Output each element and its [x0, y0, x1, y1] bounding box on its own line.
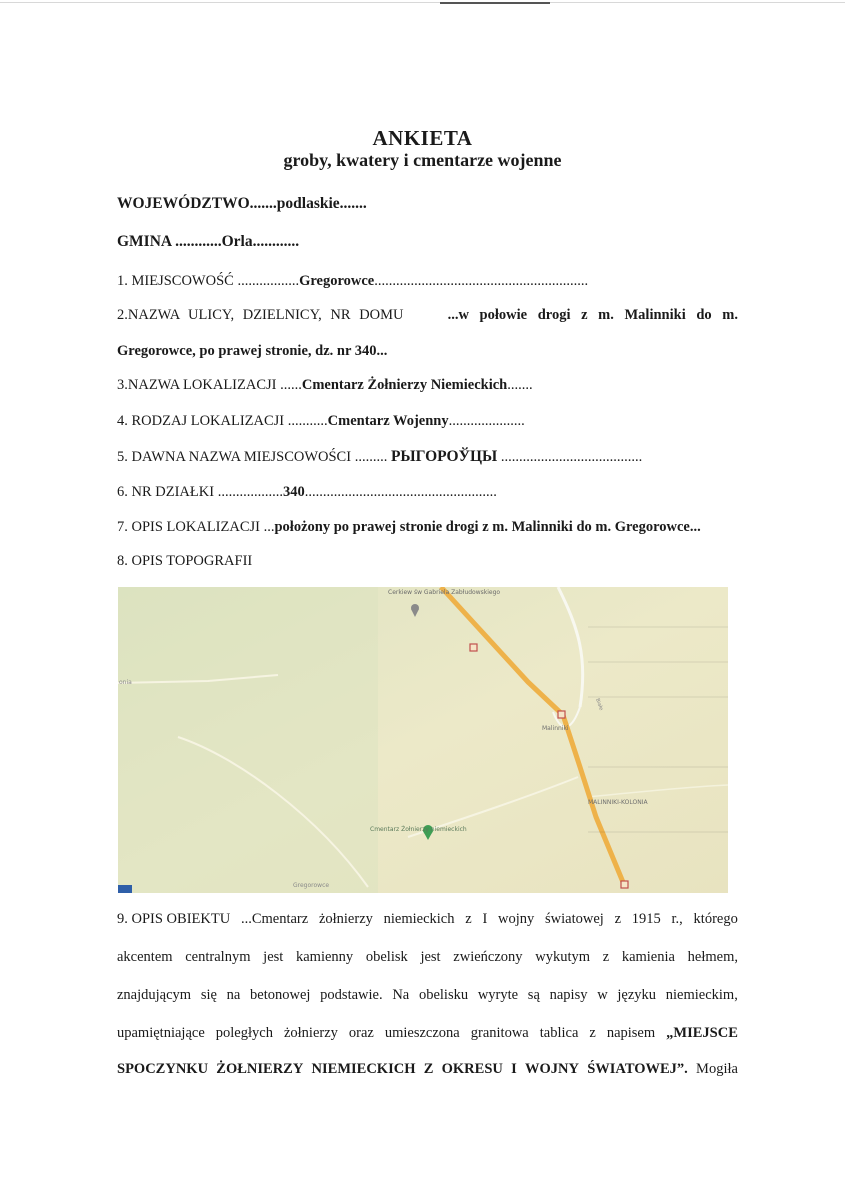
paragraph-word: WOJNY: [525, 1061, 579, 1077]
paragraph-word: kamienia: [621, 949, 675, 965]
paragraph-word: w: [597, 987, 608, 1003]
paragraph-word: żołnierzy: [283, 1025, 338, 1041]
field-value: 340: [282, 484, 305, 500]
paragraph-word: niemieckich: [383, 911, 455, 927]
paragraph-word: niemieckim,: [665, 987, 738, 1003]
document-title: ANKIETA: [372, 126, 473, 150]
paragraph-word: obelisk: [365, 949, 408, 965]
paragraph-word: kamienny: [296, 949, 354, 965]
opis-obiektu-line-3: [117, 987, 738, 1004]
map-corner-mark: [118, 885, 132, 893]
field-label: 4. RODZAJ LOKALIZACJI: [117, 413, 285, 429]
dots: .....................: [448, 413, 525, 429]
paragraph-word: hełmem,: [687, 949, 738, 965]
map-label-gregorowce: Gregorowce: [293, 882, 330, 889]
paragraph-word: tablica: [539, 1025, 579, 1041]
field-label: 7. OPIS LOKALIZACJI: [117, 519, 260, 535]
line2-words: [117, 949, 738, 966]
paragraph-word: Z: [423, 1061, 434, 1077]
paragraph-word: obelisku: [418, 987, 469, 1003]
line3-words: [117, 987, 738, 1004]
field-miejscowosc: [117, 273, 588, 290]
opis-obiektu-line-1: [117, 911, 738, 928]
field-value: Cmentarz Wojenny: [327, 413, 449, 429]
paragraph-word: ŚWIATOWEJ”.: [587, 1061, 688, 1077]
field-value: podlaskie: [276, 195, 340, 212]
opis-obiektu-line-2: [117, 949, 738, 966]
paragraph-word: języku: [617, 987, 657, 1003]
field-dawna-nazwa: [117, 448, 642, 466]
field-label: 5. DAWNA NAZWA MIEJSCOWOŚCI: [117, 449, 352, 465]
dots: .......: [507, 377, 533, 393]
paragraph-word: poległych: [215, 1025, 273, 1041]
paragraph-word: upamiętniające: [117, 1025, 205, 1041]
map-label-cemetery: Cmentarz Żołnierzy niemieckich: [370, 826, 467, 833]
paragraph-word: znajdującym: [117, 987, 192, 1003]
field-label: 1. MIEJSCOWOŚĆ: [117, 273, 234, 289]
field-value: ...w połowie drogi z m. Malinniki do m.: [447, 307, 738, 323]
map-label-road: Białe: [594, 697, 604, 712]
dots: .......: [339, 195, 367, 212]
paragraph-word: OKRESU: [441, 1061, 503, 1077]
paragraph-word: Mogiła: [696, 1061, 738, 1077]
scan-edge-line: [0, 2, 845, 3]
dots: .......................................: [497, 449, 643, 465]
line4-words: [117, 1025, 738, 1042]
field-label: GMINA: [117, 233, 172, 250]
paragraph-word: są: [527, 987, 540, 1003]
paragraph-word: SPOCZYNKU: [117, 1061, 209, 1077]
field-value: położony po prawej stronie drogi z m. Malinniki do m. Gregorowce...: [274, 519, 701, 535]
paragraph-word: podstawie.: [320, 987, 383, 1003]
field-ulica-cont: [117, 343, 387, 360]
field-label: WOJEWÓDZTWO: [117, 195, 250, 212]
field-label: 9. OPIS OBIEKTU: [117, 911, 231, 927]
field-ulica: [117, 307, 738, 324]
paragraph-word: z: [614, 911, 622, 927]
paragraph-word: z: [589, 1025, 596, 1041]
paragraph-word: 1915: [631, 911, 661, 927]
dots: ......: [276, 377, 302, 393]
field-label: 6. NR DZIAŁKI: [117, 484, 215, 500]
paragraph-word: granitowa: [470, 1025, 529, 1041]
field-label: 8. OPIS TOPOGRAFII: [117, 553, 253, 569]
paragraph-word: Na: [392, 987, 410, 1003]
field-value: РЫГОРОЎЦЫ: [390, 448, 498, 465]
paragraph-word: napisy: [549, 987, 588, 1003]
dots: .........: [351, 449, 391, 465]
paragraph-word: światowej: [545, 911, 604, 927]
paragraph-word: jest: [263, 949, 284, 965]
field-label: 2.NAZWA ULICY, DZIELNICY, NR DOMU: [117, 307, 404, 323]
dots: ...: [259, 519, 275, 535]
paragraph-word: „MIEJSCE: [666, 1025, 738, 1041]
document-subtitle: groby, kwatery i cmentarze wojenne: [283, 150, 562, 170]
field-nr-dzialki: [117, 484, 497, 501]
paragraph-word: centralnym: [185, 949, 251, 965]
dots: .....................................................: [304, 484, 497, 500]
dots: ............: [252, 233, 300, 250]
scan-edge-mark: [440, 2, 550, 4]
paragraph-word: r.,: [671, 911, 683, 927]
dots: .................: [233, 273, 300, 289]
map-label-church: Cerkiew św Gabriela Zabłudowskiego: [388, 589, 501, 596]
dots: ...........................................................: [374, 273, 589, 289]
paragraph-word: żołnierzy: [318, 911, 373, 927]
field-label: 3.NAZWA LOKALIZACJI: [117, 377, 277, 393]
map-label-kolonia: MALINNIKI-KOLONIA: [588, 799, 648, 806]
field-lokalizacja: [117, 377, 533, 394]
opis-obiektu-line-4: [117, 1025, 738, 1042]
dots: ............: [171, 233, 222, 250]
paragraph-word: ŻOŁNIERZY: [216, 1061, 304, 1077]
paragraph-word: którego: [693, 911, 738, 927]
map-label-left-edge: onia: [119, 679, 132, 686]
paragraph-word: na: [226, 987, 241, 1003]
map-label-village: Malinniki: [542, 725, 569, 732]
opis-obiektu-line-5: [117, 1061, 738, 1078]
paragraph-word: napisem: [606, 1025, 656, 1041]
opis-obiektu-words: [117, 911, 738, 928]
field-wojewodztwo: [117, 195, 367, 213]
paragraph-word: z: [465, 911, 472, 927]
field-gmina: [117, 233, 299, 251]
road-marker: [470, 644, 477, 651]
paragraph-word: oraz: [348, 1025, 374, 1041]
field-value: Gregorowce, po prawej stronie, dz. nr 340...: [117, 343, 388, 359]
road-marker: [621, 881, 628, 888]
paragraph-word: akcentem: [117, 949, 173, 965]
field-value: Orla: [221, 233, 253, 250]
paragraph-word: wykutym: [535, 949, 590, 965]
paragraph-word: wyryte: [477, 987, 519, 1003]
field-rodzaj: [117, 413, 525, 430]
paragraph-word: NIEMIECKICH: [311, 1061, 416, 1077]
road-marker: [558, 711, 565, 718]
field-opis-topografii: [117, 553, 252, 570]
paragraph-word: zwieńczony: [453, 949, 523, 965]
dots: ...........: [284, 413, 328, 429]
field-value: Cmentarz Żołnierzy Niemieckich: [301, 377, 508, 393]
topography-map: [118, 587, 728, 893]
dots: ..................: [214, 484, 283, 500]
line5-words: [117, 1061, 738, 1078]
paragraph-word: z: [602, 949, 610, 965]
paragraph-word: jest: [420, 949, 441, 965]
paragraph-word: betonowej: [250, 987, 311, 1003]
field-value: Gregorowce: [299, 273, 375, 289]
paragraph-word: I: [482, 911, 488, 927]
paragraph-word: się: [200, 987, 217, 1003]
paragraph-word: umieszczona: [384, 1025, 460, 1041]
paragraph-word: I: [511, 1061, 517, 1077]
map-field-area: [118, 587, 378, 893]
map-svg: [118, 587, 728, 893]
field-opis-lokalizacji: [117, 519, 701, 536]
paragraph-word: ...Cmentarz: [240, 911, 309, 927]
paragraph-word: wojny: [498, 911, 535, 927]
dots: .......: [249, 195, 277, 212]
